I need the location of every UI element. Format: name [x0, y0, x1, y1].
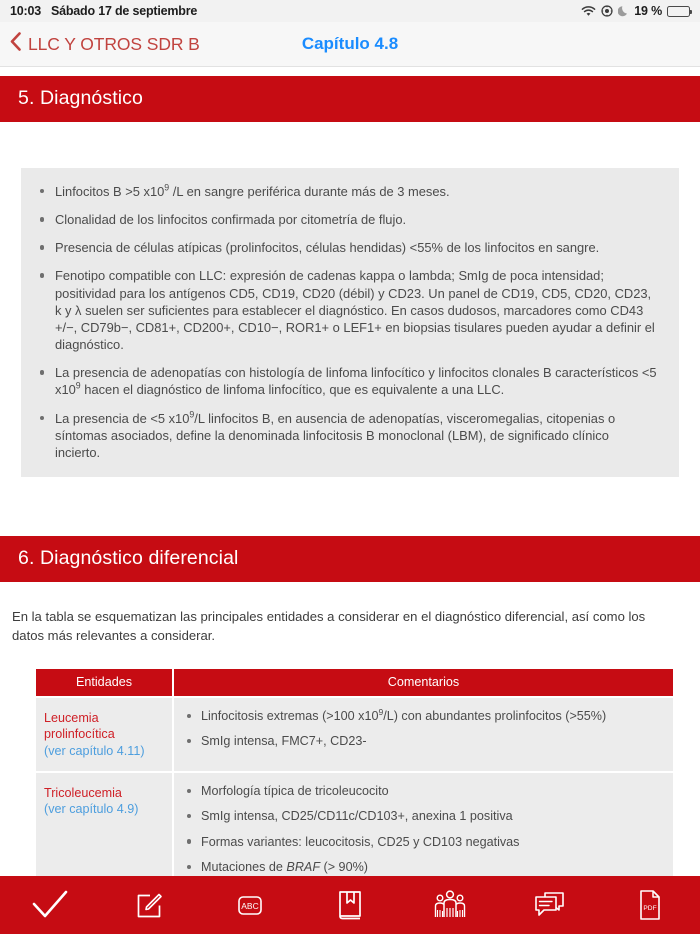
pdf-document-icon	[637, 889, 663, 921]
list-item: Mutaciones de BRAF (> 90%)	[182, 859, 663, 875]
differential-diagnosis-table-wrap	[36, 669, 673, 876]
wifi-icon	[581, 6, 596, 17]
status-bar	[0, 0, 700, 22]
toolbar-button-pacientes[interactable]	[400, 876, 500, 934]
svg-text:PDF: PDF	[643, 905, 657, 912]
list-item: SmIg intensa, FMC7+, CD23-	[182, 733, 663, 749]
toolbar-button-comentarios[interactable]	[500, 876, 600, 934]
rotation-lock-icon	[601, 5, 613, 17]
back-button-label: LLC Y OTROS SDR B	[28, 33, 200, 54]
spacer-after-section-5	[0, 122, 700, 168]
comment-list	[182, 783, 663, 875]
list-item: Formas variantes: leucocitosis, CD25 y CD103 negativas	[182, 834, 663, 850]
list-item: Presencia de células atípicas (prolinfocitos, células hendidas) <55% de los linfocitos en sangre.	[37, 239, 657, 256]
navigation-bar	[0, 22, 700, 67]
table-header-row	[36, 669, 673, 697]
intro-paragraph: En la tabla se esquematizan las principales entidades a considerar en el diagnóstico diferencial, así como los datos más relevantes a considerar.	[12, 609, 646, 644]
table-body	[36, 697, 673, 876]
back-button[interactable]	[0, 32, 200, 56]
table-row	[36, 697, 673, 772]
list-item: Linfocitosis extremas (>100 $x10^9/L$) con abundantes prolinfocitos (>55%)	[182, 708, 663, 724]
abc-glossary-icon	[235, 890, 265, 920]
page-title-text: Capítulo 4.8	[301, 34, 399, 53]
entity-chapter-link[interactable]: (ver capítulo 4.11)	[44, 743, 145, 758]
toolbar-button-completado[interactable]	[0, 876, 100, 934]
column-header-comentarios: Comentarios	[173, 669, 673, 697]
entity-name: Leucemia prolinfocítica	[44, 711, 115, 742]
table-row	[36, 772, 673, 876]
section-header-diagnostico	[0, 76, 700, 122]
list-item: SmIg intensa, CD25/CD11c/CD103+, anexina 1 positiva	[182, 808, 663, 824]
toolbar-button-glosario[interactable]	[200, 876, 300, 934]
table-cell-comments	[173, 772, 673, 876]
section-header-diagnostico-diferencial	[0, 536, 700, 582]
battery-icon	[667, 6, 690, 17]
list-item: Linfocitos B >5 $x10^9$ /L en sangre periférica durante más de 3 meses.	[37, 183, 657, 200]
spacer-before-section-6	[0, 477, 700, 536]
section-title-diagnostico-diferencial: 6. Diagnóstico diferencial	[18, 547, 239, 570]
spacer-top	[0, 67, 700, 76]
section-title-diagnostico: 5. Diagnóstico	[18, 87, 143, 109]
entity-name: Tricoleucemia	[44, 786, 122, 801]
chapter-content[interactable]	[0, 67, 700, 876]
bookmark-book-icon	[335, 889, 365, 921]
diagnostico-criteria-panel	[21, 168, 679, 477]
toolbar-button-notas[interactable]	[100, 876, 200, 934]
status-date: Sábado 17 de septiembre	[50, 4, 198, 18]
status-right-group	[581, 4, 690, 18]
toolbar-button-pdf[interactable]	[600, 876, 700, 934]
list-item: Clonalidad de los linfocitos confirmada por citometría de flujo.	[37, 211, 657, 228]
comments-icon	[533, 890, 567, 920]
list-item: Fenotipo compatible con LLC: expresión de cadenas kappa o lambda; SmIg de poca intensidad; positividad para los antígenos CD5, CD19, CD20 (débil) y CD23. Un panel de CD19, CD5, CD20, CD23, k y λ suelen ser suficientes para establecer el diagnóstico. En casos dudosos, marcadores como CD43 +/−, CD79b−, CD81+, CD200+, CD10−, ROR1+ o LEF1+ en biopsias tisulares pueden ayudar a definir el diagnóstico.	[37, 267, 657, 353]
diagnostico-bullet-list	[37, 183, 657, 461]
bottom-toolbar	[0, 876, 700, 934]
battery-percent-label: 19 %	[634, 4, 662, 18]
differential-diagnosis-table	[36, 669, 673, 876]
list-item: La presencia de <5 $x10^9/L$ linfocitos B, en ausencia de adenopatías, visceromegalias, citopenias o síntomas asociados, define la denominada linfocitosis B monoclonal (LBM), de significado clínico incierto.	[37, 410, 657, 461]
people-group-icon	[433, 889, 467, 921]
table-cell-entity	[36, 772, 173, 876]
list-item: La presencia de adenopatías con histología de linfoma linfocítico y linfocitos clonales B característicos <5 $x10^9$ hacen el diagnóstico de linfoma linfocítico, que es equivalente a una LLC.	[37, 364, 657, 398]
svg-text:ABC: ABC	[241, 901, 259, 911]
list-item: Morfología típica de tricoleucocito	[182, 783, 663, 799]
table-cell-entity	[36, 697, 173, 772]
table-cell-comments	[173, 697, 673, 772]
toolbar-button-marcadores[interactable]	[300, 876, 400, 934]
chevron-left-icon	[10, 32, 21, 56]
column-header-entidades: Entidades	[36, 669, 173, 697]
do-not-disturb-moon-icon	[618, 5, 629, 17]
edit-note-icon	[135, 890, 165, 920]
checkmark-icon	[31, 890, 69, 920]
status-time: 10:03	[10, 4, 41, 18]
entity-chapter-link[interactable]: (ver capítulo 4.9)	[44, 802, 139, 817]
comment-list	[182, 708, 663, 750]
